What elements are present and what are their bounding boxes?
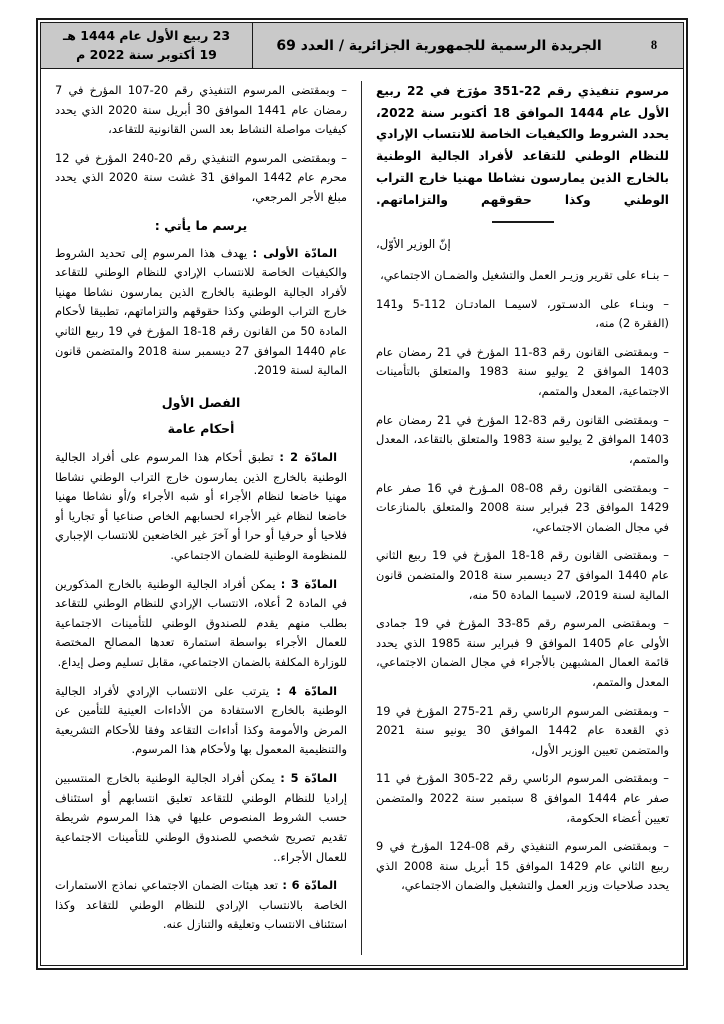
recital-item: – بنـاء على تقرير وزيـر العمل والتشغيل والضمـان الاجتماعي،	[380, 268, 669, 283]
article-4	[55, 682, 347, 760]
recital-item: – وبمقتضى المرسوم رقم 85-33 المؤرخ في 19 جمادى الأولى عام 1405 الموافق 9 فبراير سنة 1985 الذي يحدد قائمة العمال المشبهين بالأجراء في مجال الضمان الاجتماعي، المعدل والمتمم،	[376, 616, 669, 689]
article-1	[55, 244, 347, 381]
recital-item: – وبمقتضى المرسوم الرئاسي رقم 21-275 المؤرخ في 19 ذي القعدة عام 1442 الموافق 30 يونيو سنة 2021 والمتضمن تعيين الوزير الأول،	[376, 703, 669, 757]
recital-item: – وبمقتضى القانون رقم 83-11 المؤرخ في 21 رمضان عام 1403 الموافق 2 يوليو سنة 1983 والمتعلق بالتأمينات الاجتماعية، المعدل والمتمم،	[376, 344, 669, 399]
chapter-heading: الفصل الأول	[161, 394, 241, 410]
article-5-label: المادّة 5 :	[280, 771, 337, 786]
recital-item: – وبنـاء على الدسـتور، لاسيمـا المادتـان 112-5 و141 (الفقرة 2) منه،	[376, 296, 669, 331]
column-right	[362, 81, 669, 955]
journal-title: الجريدة الرسمية للجمهورية الجزائرية / العدد 69	[276, 37, 602, 54]
masthead-date-block	[41, 23, 253, 68]
column-left	[55, 81, 362, 955]
recital-item: – وبمقتضى المرسوم التنفيذي رقم 08-124 المؤرخ في 9 ربيع الثاني عام 1429 الموافق 15 أبريل سنة 2008 الذي يحدد صلاحيات وزير العمل والتشغيل والضمان الاجتماعي،	[376, 839, 669, 893]
page-columns	[41, 69, 683, 965]
article-5-text: يمكن أفراد الجالية الوطنية بالخارج المنتسبين إراديا للنظام الوطني للتقاعد تعليق انتسابهم أو استئناف حسب الشروط المنصوص عليها في هذا المرسوم شريطة تقديم تصريح شخصي للصندوق الوطني للتأمينات الاجتماعية للعمال الأجراء..	[55, 771, 347, 864]
recital-item: – وبمقتضى القانون رقم 18-18 المؤرخ في 19 ربيع الثاني عام 1440 الموافق 27 ديسمبر سنة 2018 والمتضمن قانون المالية لسنة 2019، لاسيما المادة 50 منه،	[376, 548, 669, 602]
hijri-date: 23 ربيع الأول عام 1444 هـ	[62, 28, 231, 44]
recital-item: – وبمقتضى المرسوم الرئاسي رقم 22-305 المؤرخ في 11 صفر عام 1444 الموافق 8 سبتمبر سنة 2022 والمتضمن تعيين أعضاء الحكومة،	[376, 771, 669, 825]
gregorian-date: 19 أكتوبر سنة 2022 م	[76, 46, 217, 62]
chapter-subheading: أحكام عامة	[167, 420, 235, 436]
recital-item: – وبمقتضى المرسوم التنفيذي رقم 20-107 المؤرخ في 7 رمضان عام 1441 الموافق 30 أبريل سنة 2020 الذي يحدد كيفيات مواصلة النشاط بعد السن القانونية للتقاعد،	[55, 83, 347, 137]
article-2	[55, 448, 347, 566]
article-2-label: المادّة 2 :	[279, 449, 337, 464]
page-number: 8	[650, 38, 658, 52]
article-1-text: يهدف هذا المرسوم إلى تحديد الشروط والكيفيات الخاصة للانتساب الإرادي للنظام الوطني للتقاعد لأفراد الجالية الوطنية بالخارج الذين يمارسون نشاطا مهنيا خارج التراب الوطني وكذا حقوقهم والتزاماتهم، تطبيقا لأحكام المادة 50 من القانون رقم 18-18 المؤرخ في 19 ربيع الثاني عام 1440 الموافق 27 ديسمبر سنة 2018 والمتضمن قانون المالية لسنة 2019.	[55, 245, 347, 378]
recital-item: – وبمقتضى القانون رقم 83-12 المؤرخ في 21 رمضان عام 1403 الموافق 2 يوليو سنة 1983 والمتعلق بالتقاعد، المعدل والمتمم،	[376, 412, 669, 466]
recital-item: – وبمقتضى القانون رقم 08-08 المـؤرخ في 16 صفر عام 1429 الموافق 23 فبراير سنة 2008 والمتعلق بالمنازعات في مجال الضمان الاجتماعي،	[376, 480, 669, 534]
article-5	[55, 769, 347, 867]
title-divider-rule	[492, 221, 554, 223]
page-frame	[36, 18, 688, 970]
article-6	[55, 876, 347, 935]
article-3	[55, 575, 347, 673]
article-4-label: المادّة 4 :	[276, 683, 338, 698]
masthead	[41, 23, 683, 69]
article-1-label: المادّة الأولى :	[252, 245, 337, 260]
article-6-label: المادّة 6 :	[282, 878, 337, 893]
signatory-line: إنّ الوزير الأوّل،	[376, 237, 451, 252]
article-4-text: يترتب على الانتساب الإرادي لأفراد الجالية الوطنية بالخارج الاستفادة من الأداءات العينية للتأمين عن المرض والأمومة وكذا أداءات التقاعد وفقا للأحكام التشريعية والتنظيمية المعمول بها ولأحكام هذا المرسوم.	[55, 683, 347, 757]
enacting-formula: يرسم ما يأتي :	[154, 217, 248, 233]
decree-title: مرسوم تنفيذي رقم 22-351 مؤرَخ في 22 ربيع الأول عام 1444 الموافق 18 أكتوبر سنة 2022، يحدد الشروط والكيفيات الخاصة للانتساب الإرادي للنظام الوطني للتقاعد لأفراد الجالية الوطنية بالخارج الذين يمارسون نشاطا مهنيا خارج التراب الوطني وكذا حقوقهم والتزاماتهم.	[376, 84, 669, 207]
article-2-text: تطبق أحكام هذا المرسوم على أفراد الجالية الوطنية بالخارج الذين يمارسون خارج التراب الوطني نشاطا مهنيا خاضعا لنظام الأجراء أو شبه الأجراء و/أو نشاطا مهنيا خاضعا لنظام غير الأجراء لحسابهم الخاص صناعيا أو تجاريا أو فلاحيا أو حرفيا أو حرا أو آخرَ غير الخاضعين للانتساب الإجباري للمنظومة الوطنية للضمان الاجتماعي.	[55, 449, 347, 562]
page-frame-inner	[40, 22, 684, 966]
article-6-text: تعد هيئات الضمان الاجتماعي نماذج الاستمارات الخاصة بالانتساب الإرادي للنظام الوطني للتقاعد وكذا استئناف الانتساب وتعليقه والتنازل عنه.	[55, 878, 347, 932]
article-3-text: يمكن أفراد الجالية الوطنية بالخارج المذكورين في المادة 2 أعلاه، الانتساب الإرادي للنظام الوطني للتقاعد بطلب منهم يقدم للصندوق الوطني للتأمينات الاجتماعية للعمال الأجراء بواسطة استمارة تعدها المصالح المختصة للوزارة المكلفة بالضمان الاجتماعي، مقابل تسليم وصل إيداع.	[55, 576, 347, 670]
article-3-label: المادّة 3 :	[280, 576, 337, 591]
recital-item: – وبمقتضى المرسوم التنفيذي رقم 20-240 المؤرخ في 12 محرم عام 1442 الموافق 31 غشت سنة 2020 الذي يحدد مبلغ الأجر المرجعي،	[55, 150, 348, 205]
